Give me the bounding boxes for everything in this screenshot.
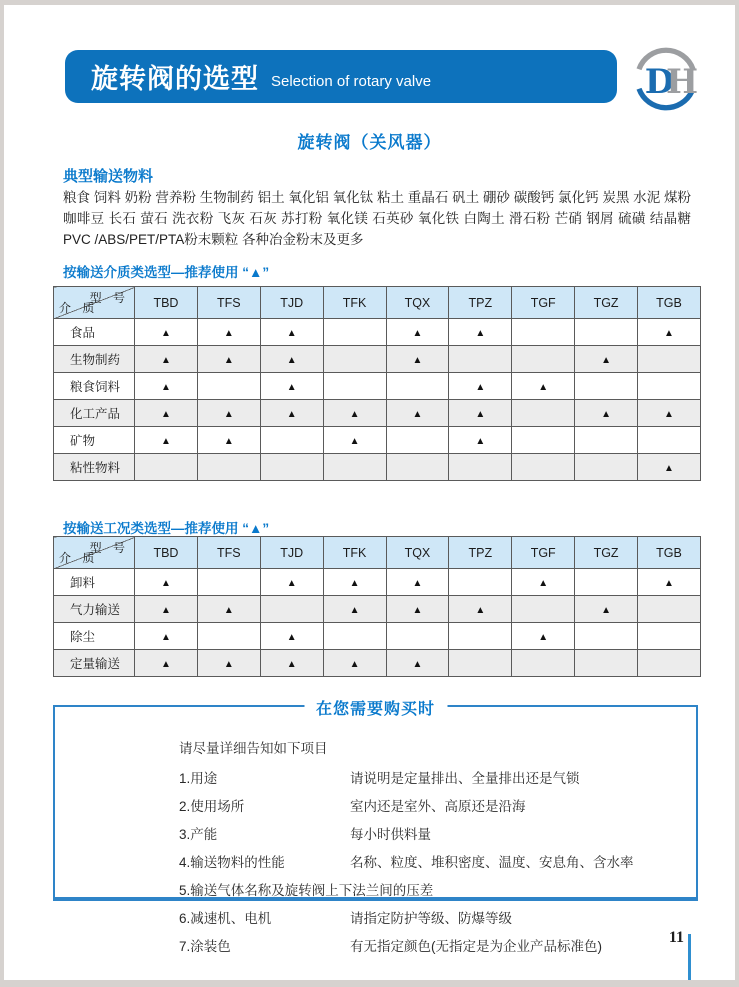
purchase-box-items [55, 763, 696, 959]
table-row [54, 623, 701, 650]
table-row [54, 400, 701, 427]
purchase-item-row [55, 931, 696, 959]
model-column-header: TGF [512, 537, 575, 569]
table-cell [638, 373, 701, 400]
table-cell [449, 400, 512, 427]
table-cell [260, 569, 323, 596]
triangle-mark: ▲ [160, 355, 171, 366]
table-row [54, 454, 701, 481]
purchase-box-intro: 请尽量详细告知如下项目 [179, 741, 328, 756]
table-cell [638, 400, 701, 427]
table-cell [575, 319, 638, 346]
purchase-item-desc: 名称、粒度、堆积密度、温度、安息角、含水率 [350, 855, 634, 870]
table-cell [323, 454, 386, 481]
row-label: 生物制药 [54, 346, 135, 373]
table-cell [323, 373, 386, 400]
triangle-mark: ▲ [664, 328, 674, 339]
table-row [54, 319, 701, 346]
table-cell [135, 400, 198, 427]
table-cell [386, 623, 449, 650]
purchase-item-label: 7.涂装色 [179, 939, 231, 954]
page-number-divider [688, 934, 691, 980]
purchase-box-title: 在您需要购买时 [304, 696, 447, 719]
model-column-header: TQX [386, 537, 449, 569]
catalog-page [4, 5, 735, 980]
purchase-item-row [55, 847, 696, 875]
triangle-mark: ▲ [664, 463, 674, 474]
triangle-mark: ▲ [160, 632, 171, 643]
model-column-header: TPZ [449, 287, 512, 319]
triangle-mark: ▲ [664, 578, 674, 589]
triangle-mark: ▲ [223, 436, 234, 447]
table-cell [260, 623, 323, 650]
table-cell [323, 650, 386, 677]
table-cell [323, 346, 386, 373]
purchase-item-label: 1.用途 [179, 771, 218, 786]
table-cell [449, 346, 512, 373]
triangle-mark: ▲ [412, 659, 423, 670]
triangle-mark: ▲ [223, 605, 234, 616]
triangle-mark: ▲ [349, 659, 360, 670]
table-cell [386, 400, 449, 427]
table-cell [386, 596, 449, 623]
table-row [54, 650, 701, 677]
table-cell [135, 346, 198, 373]
corner-label-model: 型 号 [89, 541, 129, 555]
table-cell [575, 346, 638, 373]
triangle-mark: ▲ [349, 409, 360, 420]
row-label: 粘性物料 [54, 454, 135, 481]
triangle-mark: ▲ [160, 382, 171, 393]
materials-list-text: 粮食 饲料 奶粉 营养粉 生物制药 铝土 氧化铝 氧化钛 粘土 重晶石 矾土 硼砂 碳酸钙 氯化钙 炭黑 水泥 煤粉 咖啡豆 长石 萤石 洗衣粉 飞灰 石灰 苏打粉 氧化镁 石英砂 氧化铁 白陶土 滑石粉 芒硝 钢屑 硫磺 结晶糖 PVC /ABS/PET/PTA粉末颗粒 各种冶金粉末及更多 [63, 190, 691, 248]
triangle-mark: ▲ [349, 605, 360, 616]
table-cell [386, 373, 449, 400]
purchase-item-desc: 有无指定颜色(无指定是为企业产品标准色) [350, 939, 602, 954]
table-cell [638, 319, 701, 346]
triangle-mark: ▲ [286, 659, 297, 670]
table-cell [197, 596, 260, 623]
purchase-item-label: 4.输送物料的性能 [179, 855, 285, 870]
table-cell [197, 569, 260, 596]
table-cell [575, 569, 638, 596]
table-cell [575, 427, 638, 454]
triangle-mark: ▲ [664, 409, 674, 420]
table-cell [449, 596, 512, 623]
table-corner-header [54, 287, 135, 319]
dh-logo-icon [632, 45, 700, 113]
purchase-item-desc: 室内还是室外、高原还是沿海 [350, 799, 526, 814]
table-cell [449, 373, 512, 400]
triangle-mark: ▲ [160, 605, 171, 616]
triangle-mark: ▲ [286, 578, 297, 589]
table-cell [512, 427, 575, 454]
purchase-item-desc: 请说明是定量排出、全量排出还是气锁 [350, 771, 580, 786]
triangle-mark: ▲ [475, 382, 486, 393]
table-cell [638, 346, 701, 373]
purchase-item-label: 2.使用场所 [179, 799, 245, 814]
table-cell [135, 373, 198, 400]
triangle-mark: ▲ [286, 409, 297, 420]
table-cell [135, 569, 198, 596]
svg-text:D: D [644, 61, 675, 102]
table-cell [512, 346, 575, 373]
table-cell [512, 373, 575, 400]
header-title-zh: 旋转阀的选型 [91, 64, 259, 94]
table-row [54, 373, 701, 400]
table-cell [449, 319, 512, 346]
table-cell [135, 319, 198, 346]
table-cell [260, 596, 323, 623]
model-column-header: TJD [260, 537, 323, 569]
page-title: 旋转阀（关风器） [297, 133, 442, 152]
triangle-mark: ▲ [412, 578, 423, 589]
table-cell [197, 400, 260, 427]
table-cell [512, 319, 575, 346]
purchase-item-desc: 每小时供料量 [350, 827, 431, 842]
table-cell [260, 650, 323, 677]
page-header-banner [65, 50, 617, 103]
model-column-header: TFK [323, 537, 386, 569]
table-row [54, 569, 701, 596]
triangle-mark: ▲ [475, 605, 486, 616]
table-cell [512, 454, 575, 481]
table-cell [323, 569, 386, 596]
table-cell [449, 650, 512, 677]
table-cell [638, 569, 701, 596]
row-label: 化工产品 [54, 400, 135, 427]
table-cell [449, 427, 512, 454]
table-cell [260, 373, 323, 400]
triangle-mark: ▲ [412, 605, 423, 616]
triangle-mark: ▲ [160, 328, 171, 339]
row-label: 食品 [54, 319, 135, 346]
model-column-header: TGB [638, 537, 701, 569]
triangle-mark: ▲ [538, 578, 549, 589]
table-cell [575, 454, 638, 481]
table-cell [386, 319, 449, 346]
purchase-item-label: 5.输送气体名称及旋转阀上下法兰间的压差 [179, 883, 434, 898]
model-column-header: TFS [197, 537, 260, 569]
table-row [54, 596, 701, 623]
table-cell [135, 623, 198, 650]
purchase-item-label: 3.产能 [179, 827, 218, 842]
model-column-header: TFK [323, 287, 386, 319]
triangle-mark: ▲ [223, 409, 234, 420]
table-cell [197, 623, 260, 650]
model-column-header: TBD [135, 287, 198, 319]
triangle-mark: ▲ [286, 632, 297, 643]
row-label: 除尘 [54, 623, 135, 650]
triangle-mark: ▲ [412, 355, 423, 366]
table-cell [260, 427, 323, 454]
table-cell [386, 569, 449, 596]
table-cell [512, 400, 575, 427]
triangle-mark: ▲ [475, 409, 486, 420]
materials-section-heading: 典型输送物料 [63, 168, 154, 185]
table-cell [575, 400, 638, 427]
triangle-mark: ▲ [286, 328, 297, 339]
table-cell [386, 346, 449, 373]
triangle-mark: ▲ [538, 382, 549, 393]
row-label: 气力输送 [54, 596, 135, 623]
table-cell [260, 454, 323, 481]
table-cell [386, 427, 449, 454]
table-cell [197, 346, 260, 373]
row-label: 卸料 [54, 569, 135, 596]
table-cell [197, 319, 260, 346]
table-cell [260, 346, 323, 373]
table-cell [638, 650, 701, 677]
table-cell [575, 596, 638, 623]
table-row [54, 427, 701, 454]
header-title-en: Selection of rotary valve [271, 73, 432, 90]
svg-text:H: H [666, 61, 699, 102]
table-cell [386, 454, 449, 481]
table-cell [135, 454, 198, 481]
table-cell [512, 596, 575, 623]
triangle-mark: ▲ [349, 436, 360, 447]
table-cell [575, 650, 638, 677]
table-cell [449, 454, 512, 481]
corner-label-model: 型 号 [89, 291, 129, 305]
row-label: 矿物 [54, 427, 135, 454]
triangle-mark: ▲ [349, 578, 360, 589]
triangle-mark: ▲ [160, 409, 171, 420]
table-cell [260, 319, 323, 346]
table-cell [512, 623, 575, 650]
table-cell [575, 373, 638, 400]
triangle-mark: ▲ [223, 355, 234, 366]
table-cell [197, 427, 260, 454]
table-cell [449, 623, 512, 650]
row-label: 定量输送 [54, 650, 135, 677]
model-column-header: TGZ [575, 537, 638, 569]
row-label: 粮食饲料 [54, 373, 135, 400]
table-cell [323, 400, 386, 427]
table-cell [197, 373, 260, 400]
model-column-header: TGZ [575, 287, 638, 319]
purchase-item-row [55, 875, 696, 903]
table-cell [575, 623, 638, 650]
table-cell [135, 427, 198, 454]
media-selection-table [53, 286, 701, 481]
triangle-mark: ▲ [412, 328, 423, 339]
corner-label-medium: 介 质 [59, 551, 99, 565]
condition-selection-table [53, 536, 701, 677]
corner-label-medium: 介 质 [59, 301, 99, 315]
triangle-mark: ▲ [475, 436, 486, 447]
triangle-mark: ▲ [538, 632, 549, 643]
table-row [54, 346, 701, 373]
table-cell [638, 596, 701, 623]
triangle-mark: ▲ [160, 659, 171, 670]
purchase-item-row [55, 903, 696, 931]
table-cell [260, 400, 323, 427]
triangle-mark: ▲ [286, 382, 297, 393]
table-cell [449, 569, 512, 596]
model-column-header: TGB [638, 287, 701, 319]
table-cell [323, 596, 386, 623]
table-cell [323, 427, 386, 454]
table-cell [638, 427, 701, 454]
table-cell [197, 454, 260, 481]
purchase-item-label: 6.减速机、电机 [179, 911, 272, 926]
table-cell [512, 569, 575, 596]
purchase-item-row [55, 763, 696, 791]
triangle-mark: ▲ [160, 578, 171, 589]
condition-table-heading: 按输送工况类选型—推荐使用 “▲” [63, 521, 270, 536]
table-cell [512, 650, 575, 677]
table-cell [638, 623, 701, 650]
table-cell [135, 596, 198, 623]
triangle-mark: ▲ [412, 409, 423, 420]
model-column-header: TBD [135, 537, 198, 569]
table-cell [197, 650, 260, 677]
table-cell [386, 650, 449, 677]
model-column-header: TPZ [449, 537, 512, 569]
triangle-mark: ▲ [601, 355, 612, 366]
table-cell [323, 319, 386, 346]
purchase-item-desc: 请指定防护等级、防爆等级 [350, 911, 512, 926]
media-table-heading: 按输送介质类选型—推荐使用 “▲” [63, 265, 270, 280]
triangle-mark: ▲ [475, 328, 486, 339]
table-cell [323, 623, 386, 650]
purchase-item-row [55, 819, 696, 847]
model-column-header: TFS [197, 287, 260, 319]
model-column-header: TQX [386, 287, 449, 319]
triangle-mark: ▲ [286, 355, 297, 366]
triangle-mark: ▲ [601, 605, 612, 616]
model-column-header: TJD [260, 287, 323, 319]
triangle-mark: ▲ [601, 409, 612, 420]
table-corner-header [54, 537, 135, 569]
triangle-mark: ▲ [223, 328, 234, 339]
table-cell [638, 454, 701, 481]
purchase-item-row [55, 791, 696, 819]
model-column-header: TGF [512, 287, 575, 319]
table-cell [135, 650, 198, 677]
triangle-mark: ▲ [223, 659, 234, 670]
triangle-mark: ▲ [160, 436, 171, 447]
page-number: 11 [668, 929, 684, 946]
